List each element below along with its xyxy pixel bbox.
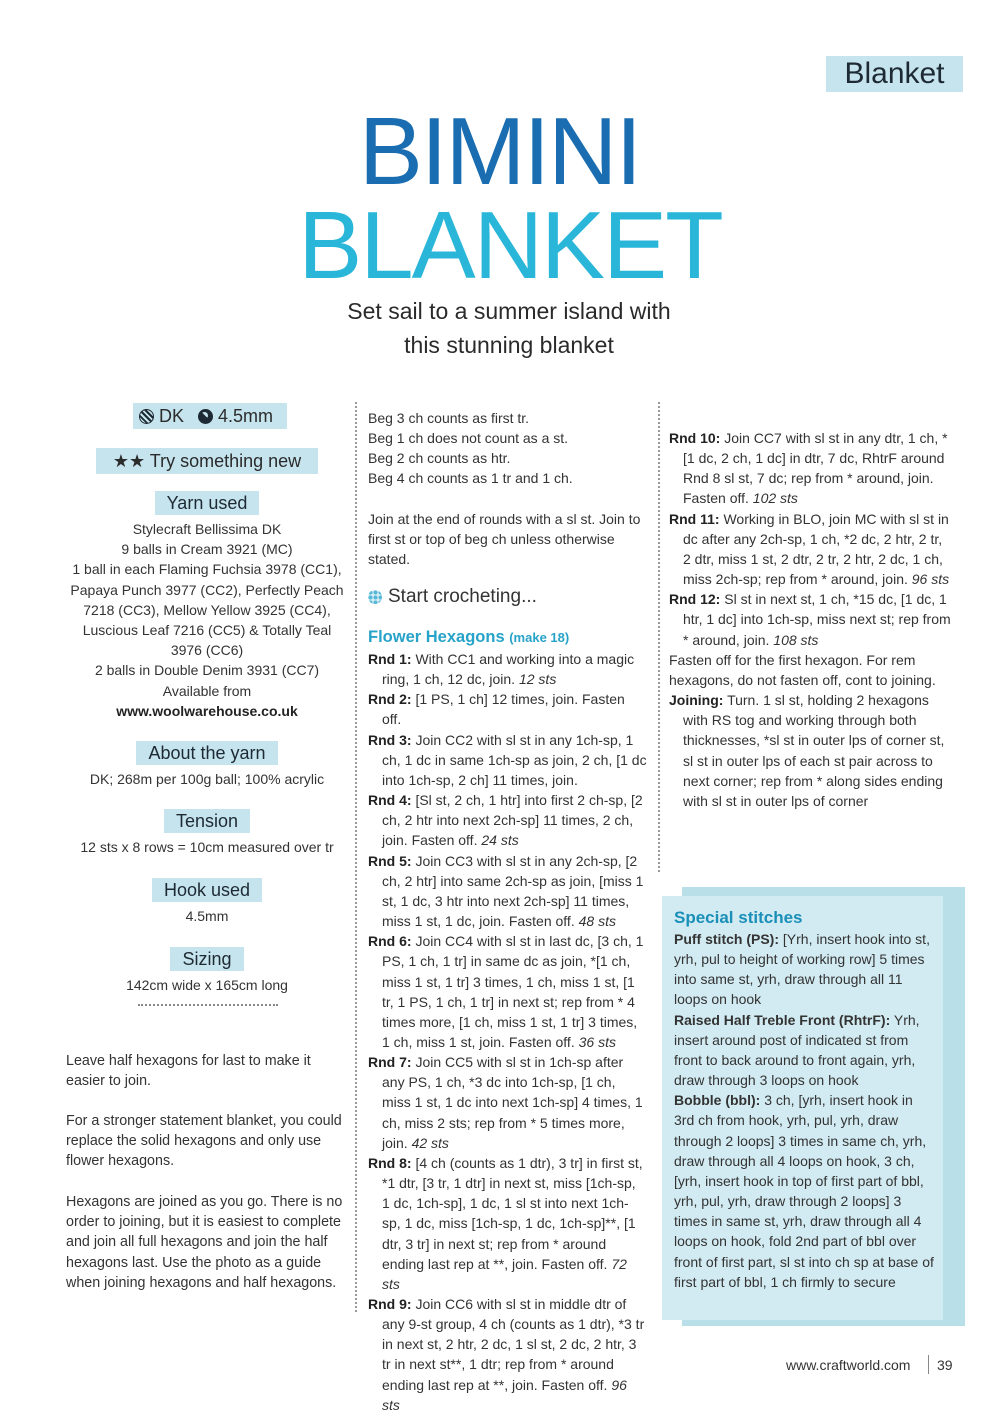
instruction-text: [4 ch (counts as 1 dtr), 3 tr] in first st, *1 dtr, [3 tr, 1 dtr] in next st, miss [1ch-sp, 1 dc, 1ch-sp], 1 dc, 1 sl st into next 1ch-sp, 1 dc, miss [1ch-sp, 1 dc, 1ch-sp]**, [1 dtr, 3 tr] in next st; rep from * around ending last rep at **, join. Fasten off. bbox=[382, 1154, 643, 1272]
footer-website[interactable]: www.craftworld.com bbox=[786, 1357, 911, 1373]
special-stitches-heading: Special stitches bbox=[674, 908, 803, 927]
instruction-text: Join CC3 with sl st in any 2ch-sp, [2 ch, 2 htr] into same 2ch-sp as join, [miss 1 st, 1 dc, 3 htr into next 2ch-sp] 11 times, miss 1 st, 1 dc, join. Fasten off. bbox=[382, 852, 644, 930]
about-yarn-text: DK; 268m per 100g ball; 100% acrylic bbox=[89, 771, 325, 787]
column-divider bbox=[355, 402, 357, 1312]
instruction-label: Rnd 8: bbox=[368, 1154, 412, 1171]
sizing-heading: Sizing bbox=[170, 947, 243, 971]
hook-used-heading: Hook used bbox=[152, 878, 262, 902]
instruction-text: Join CC7 with sl st in any dtr, 1 ch, *[1 dc, 2 ch, 1 dc] in dtr, 7 dc, RhtrF around Rnd 8 sl st, 7 dc; rep from * around, join. Fasten off. bbox=[683, 430, 948, 507]
pattern-note: Beg 4 ch counts as 1 tr and 1 ch. bbox=[368, 470, 573, 487]
about-yarn-heading: About the yarn bbox=[136, 741, 277, 765]
instruction-text: With CC1 and working into a magic ring, 1 ch, 12 dc, join. bbox=[382, 651, 635, 688]
yarn-line: 9 balls in Cream 3921 (MC) bbox=[121, 541, 293, 558]
instruction-label: Puff stitch (PS): bbox=[674, 931, 779, 947]
spec-row bbox=[133, 403, 287, 429]
instruction-text: 3 ch, [yrh, insert hook in 3rd ch from hook, yrh, pul, yrh, draw through 2 loops] 3 times in same ch, yrh, draw through all 4 loops on hook, 3 ch, [yrh, insert hook in top of first part of bbl, yrh, pul, yrh, draw through 2 loops] 3 times in same st, yrh, draw through all 4 loops on hook, fold 2nd part of bbl over front of first part, sl st into ch sp at base of first part of bbl, 1 ch firmly to secure bbox=[674, 1092, 934, 1290]
start-heading bbox=[368, 584, 537, 610]
instruction-text: [1 PS, 1 ch] 12 times, join. Fasten off. bbox=[382, 691, 625, 728]
hook-used-heading-box bbox=[62, 878, 352, 902]
instruction-text: [Yrh, insert hook into st, yrh, pul to height of working row] 5 times into same st, yrh, draw through all 11 loops on hook bbox=[674, 931, 930, 1008]
instruction-text: 102 sts bbox=[752, 490, 798, 507]
instruction-text: 36 sts bbox=[578, 1033, 616, 1050]
round-instruction bbox=[368, 931, 647, 1052]
pattern-note: Beg 3 ch counts as first tr. bbox=[368, 410, 530, 426]
instruction-text: 108 sts bbox=[773, 631, 819, 648]
yarn-bullet-icon bbox=[368, 590, 382, 604]
yarn-line: Luscious Leaf 7216 (CC5) & Totally Teal bbox=[82, 622, 332, 639]
instruction-label: Joining: bbox=[669, 692, 724, 709]
instruction-label: Rnd 10: bbox=[669, 430, 721, 446]
subtitle bbox=[0, 294, 999, 362]
round-instruction bbox=[669, 509, 953, 590]
instruction-label: Rnd 9: bbox=[368, 1296, 412, 1312]
joining-instruction bbox=[669, 690, 953, 811]
instruction-text: Turn. 1 sl st, holding 2 hexagons with RS tog and working through both thicknesses, *sl st in outer lps of corner st, sl st in outer lps of each st pair across to next corner; rep from * along sides ending with sl st in outer lps of corner bbox=[683, 692, 945, 809]
instruction-text: Yrh, insert around post of indicated st from front to back around to front again, yrh, draw through 3 loops on hook bbox=[674, 1011, 920, 1089]
instruction-text: 48 sts bbox=[578, 913, 616, 930]
instruction-label: Raised Half Treble Front (RhtrF): bbox=[674, 1011, 891, 1028]
flower-make-count: (make 18) bbox=[509, 630, 570, 645]
subtitle-line: this stunning blanket bbox=[404, 332, 614, 358]
hook-size-icon bbox=[198, 409, 213, 424]
yarn-line: Papaya Punch 3977 (CC2), Perfectly Peach bbox=[70, 581, 344, 598]
title-line-1: BIMINI bbox=[358, 98, 641, 205]
subtitle-line: Set sail to a summer island with bbox=[347, 298, 671, 324]
special-stitches-list bbox=[674, 929, 936, 1292]
pattern-note: Beg 1 ch does not count as a st. bbox=[368, 430, 569, 447]
instruction-label: Rnd 11: bbox=[669, 510, 720, 527]
join-note: Join at the end of rounds with a sl st. Join to first st or top of beg ch unless otherwise stated. bbox=[368, 511, 641, 568]
yarn-line: 3976 (CC6) bbox=[170, 642, 244, 659]
instruction-text: [Sl st, 2 ch, 1 htr] into first 2 ch-sp, [2 ch, 2 htr into next 2ch-sp] 11 times, 2 ch, join. Fasten off. bbox=[382, 792, 643, 849]
tension-heading: Tension bbox=[164, 809, 250, 833]
note-statement: For a stronger statement blanket, you could replace the solid hexagons and only use flower hexagons. bbox=[66, 1113, 342, 1170]
instruction-text: Join CC2 with sl st in any 1ch-sp, 1 ch, 1 dc in same 1ch-sp as join, 2 ch, [1 dc into 1ch-sp, 2 ch] 11 times, join. bbox=[382, 731, 647, 788]
instruction-label: Rnd 6: bbox=[368, 933, 412, 950]
sizing-heading-box bbox=[62, 947, 352, 971]
note-half-hexagons: Leave half hexagons for last to make it easier to join. bbox=[66, 1053, 311, 1090]
instruction-label: Rnd 12: bbox=[669, 591, 721, 608]
tension-text: 12 sts x 8 rows = 10cm measured over tr bbox=[80, 839, 334, 855]
rounds-list-continued bbox=[669, 428, 953, 811]
title-line-2: BLANKET bbox=[298, 192, 722, 299]
instruction-text: 72 sts bbox=[382, 1255, 627, 1292]
tension-heading-box bbox=[62, 809, 352, 833]
round-instruction bbox=[368, 689, 647, 729]
round-instruction bbox=[669, 589, 953, 649]
rounds-list bbox=[368, 649, 647, 1415]
yarn-line: 2 balls in Double Denim 3931 (CC7) bbox=[94, 662, 320, 679]
instruction-text: Working in BLO, join MC with sl st in dc after any 2ch-sp, 1 ch, *2 dc, 2 htr, 2 tr, 2 dtr, miss 1 st, 2 dtr, 2 tr, 2 htr, 2 dc, 1 ch, miss 2ch-sp; rep from * around, join. bbox=[683, 510, 949, 588]
yarn-line: Available from bbox=[162, 682, 252, 699]
instruction-label: Rnd 3: bbox=[368, 731, 412, 748]
sizing-text: 142cm wide x 165cm long bbox=[126, 977, 288, 993]
section-tag: Blanket bbox=[826, 56, 963, 92]
hook-used-text: 4.5mm bbox=[185, 908, 229, 924]
stitch-definition bbox=[674, 1010, 936, 1091]
pattern-note: Beg 2 ch counts as htr. bbox=[368, 450, 511, 467]
flower-heading bbox=[368, 626, 569, 649]
page-number: 39 bbox=[937, 1357, 953, 1373]
instruction-text: Join CC5 with sl st in 1ch-sp after any PS, 1 ch, *3 dc into 1ch-sp, [1 ch, miss 1 st, 1 dc into next 1ch-sp] 4 times, 1 ch, miss 2 sts; rep from * 5 times more, join. bbox=[382, 1054, 643, 1151]
difficulty-badge: ★★ Try something new bbox=[96, 448, 318, 474]
instruction-label: Rnd 2: bbox=[368, 691, 412, 708]
instruction-text: Sl st in next st, 1 ch, *15 dc, [1 dc, 1 htr, 1 dc] into 1ch-sp, miss next st; rep from * around, join. bbox=[683, 591, 951, 648]
stitch-definition bbox=[674, 929, 936, 1010]
instruction-text: 12 sts bbox=[518, 671, 557, 688]
divider bbox=[138, 1004, 278, 1006]
hook-size: 4.5mm bbox=[218, 406, 274, 426]
instruction-text: 96 sts bbox=[911, 571, 950, 588]
round-instruction bbox=[368, 790, 647, 850]
round-instruction bbox=[368, 1294, 647, 1415]
yarn-line: Stylecraft Bellissima DK bbox=[132, 521, 282, 537]
start-heading-text: Start crocheting... bbox=[388, 586, 537, 607]
instruction-text: 96 sts bbox=[382, 1376, 627, 1413]
round-instruction bbox=[368, 1153, 647, 1294]
instruction-text: Join CC6 with sl st in middle dtr of any 9-st group, 4 ch (counts as 1 dtr), *3 tr in next st, 2 htr, 2 dc, 1 sl st, 2 dc, 2 htr, 3 tr in next st**, 1 dtr; rep from * around ending last rep at **, join. Fasten off. bbox=[382, 1296, 645, 1393]
instruction-label: Rnd 4: bbox=[368, 792, 412, 809]
yarn-used-heading: Yarn used bbox=[155, 491, 260, 515]
note-joining-order: Hexagons are joined as you go. There is no order to joining, but it is easiest to complete and join all full hexagons and join the half hexagons last. Use the photo as a guide when joining hexagons and half hexagons. bbox=[66, 1194, 343, 1291]
yarn-line: 7218 (CC3), Mellow Yellow 3925 (CC4), bbox=[83, 601, 331, 618]
round-instruction bbox=[368, 730, 647, 790]
flower-heading-text: Flower Hexagons bbox=[368, 628, 505, 646]
instruction-label: Rnd 1: bbox=[368, 651, 412, 667]
column-divider bbox=[658, 402, 660, 872]
instruction-text: 42 sts bbox=[411, 1134, 449, 1151]
yarn-weight: DK bbox=[159, 406, 185, 426]
round-instruction bbox=[368, 649, 647, 689]
instruction-label: Bobble (bbl): bbox=[674, 1092, 761, 1109]
yarn-ball-icon bbox=[139, 409, 154, 424]
yarn-used-list bbox=[62, 519, 352, 721]
yarn-used-heading-box bbox=[62, 491, 352, 515]
supplier-link[interactable]: www.woolwarehouse.co.uk bbox=[116, 702, 298, 719]
instruction-label: Rnd 5: bbox=[368, 852, 412, 869]
instruction-text: 24 sts bbox=[481, 832, 519, 849]
instruction-label: Rnd 7: bbox=[368, 1054, 412, 1071]
yarn-line: 1 ball in each Flaming Fuchsia 3978 (CC1), bbox=[72, 561, 342, 578]
round-instruction bbox=[368, 1052, 647, 1153]
footer-divider bbox=[928, 1355, 929, 1374]
instruction-text: Join CC4 with sl st in last dc, [3 ch, 1 PS, 1 ch, 1 tr] in same dc as join, *[1 ch, miss 1 st, 1 tr] 3 times, 1 ch, miss 1 st, [1 tr, 1 PS, 1 ch, 1 tr] in next st; rep from * 4 times more, [1 ch, miss 1 st, 1 tr] 3 times, 1 ch, miss 1 st, join. Fasten off. bbox=[382, 933, 644, 1050]
stitch-definition bbox=[674, 1090, 936, 1292]
round-instruction bbox=[669, 428, 953, 509]
round-instruction bbox=[368, 851, 647, 932]
pattern-notes bbox=[368, 408, 653, 489]
fasten-note: Fasten off for the first hexagon. For rem hexagons, do not fasten off, cont to joining. bbox=[669, 651, 936, 688]
about-yarn-heading-box bbox=[62, 741, 352, 765]
